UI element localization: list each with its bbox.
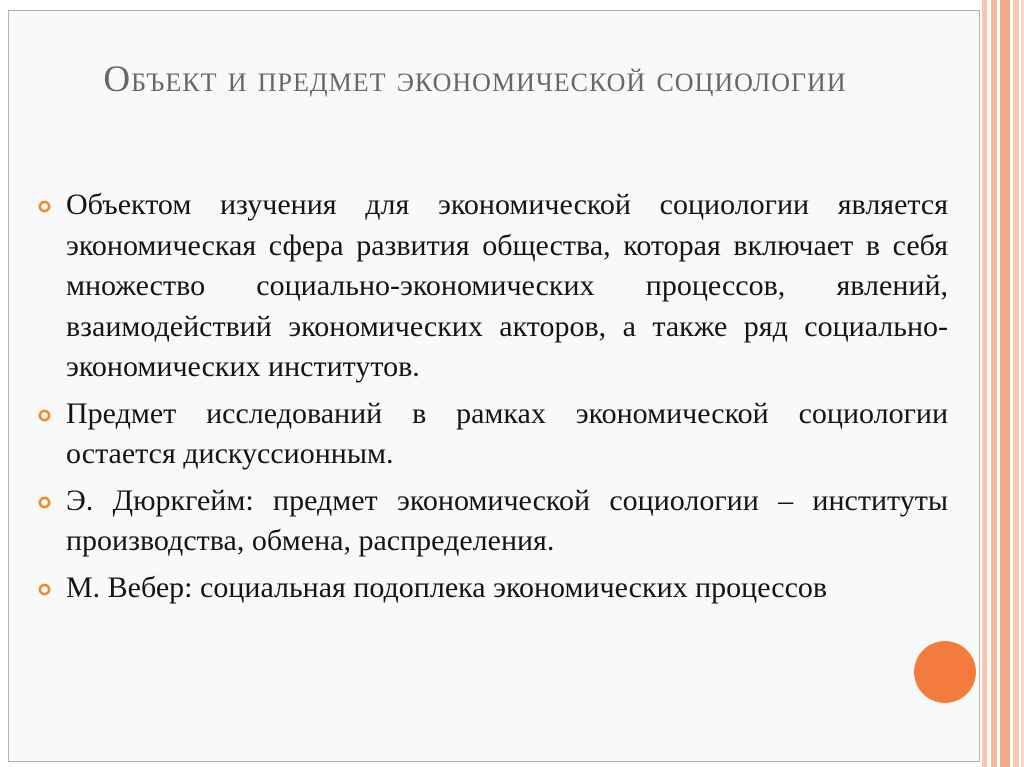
- ring-bullet-icon: [38, 496, 51, 509]
- bullet-item: [38, 481, 948, 562]
- decorative-orange-circle: [914, 641, 976, 703]
- bullet-text: Э. Дюркгейм: предмет экономической социологии – институты производства, обмена, распределения.: [66, 483, 948, 557]
- stripe: [991, 0, 997, 767]
- ring-bullet-icon: [38, 200, 51, 213]
- stripe: [1013, 0, 1019, 767]
- stripe: [1000, 0, 1010, 767]
- bullet-item: [38, 394, 948, 475]
- bullet-item: [38, 568, 948, 609]
- ring-bullet-icon: [38, 409, 51, 422]
- stripe: [982, 0, 987, 767]
- slide-title: Объект и предмет экономической социологии: [103, 59, 847, 100]
- bullet-list: [38, 185, 948, 614]
- ring-bullet-icon: [38, 583, 51, 596]
- bullet-text: Объектом изучения для экономической социологии является экономическая сфера развития общества, которая включает в себя множество социально-экономических процессов, явлений, взаимодействий экономических акторов, а также ряд социально-экономических институтов.: [66, 188, 948, 383]
- bullet-item: [38, 185, 948, 388]
- decorative-stripes: [982, 0, 1024, 767]
- bullet-text: Предмет исследований в рамках экономической социологии остается дискуссионным.: [66, 396, 948, 470]
- bullet-text: М. Вебер: социальная подоплека экономических процессов: [66, 570, 828, 604]
